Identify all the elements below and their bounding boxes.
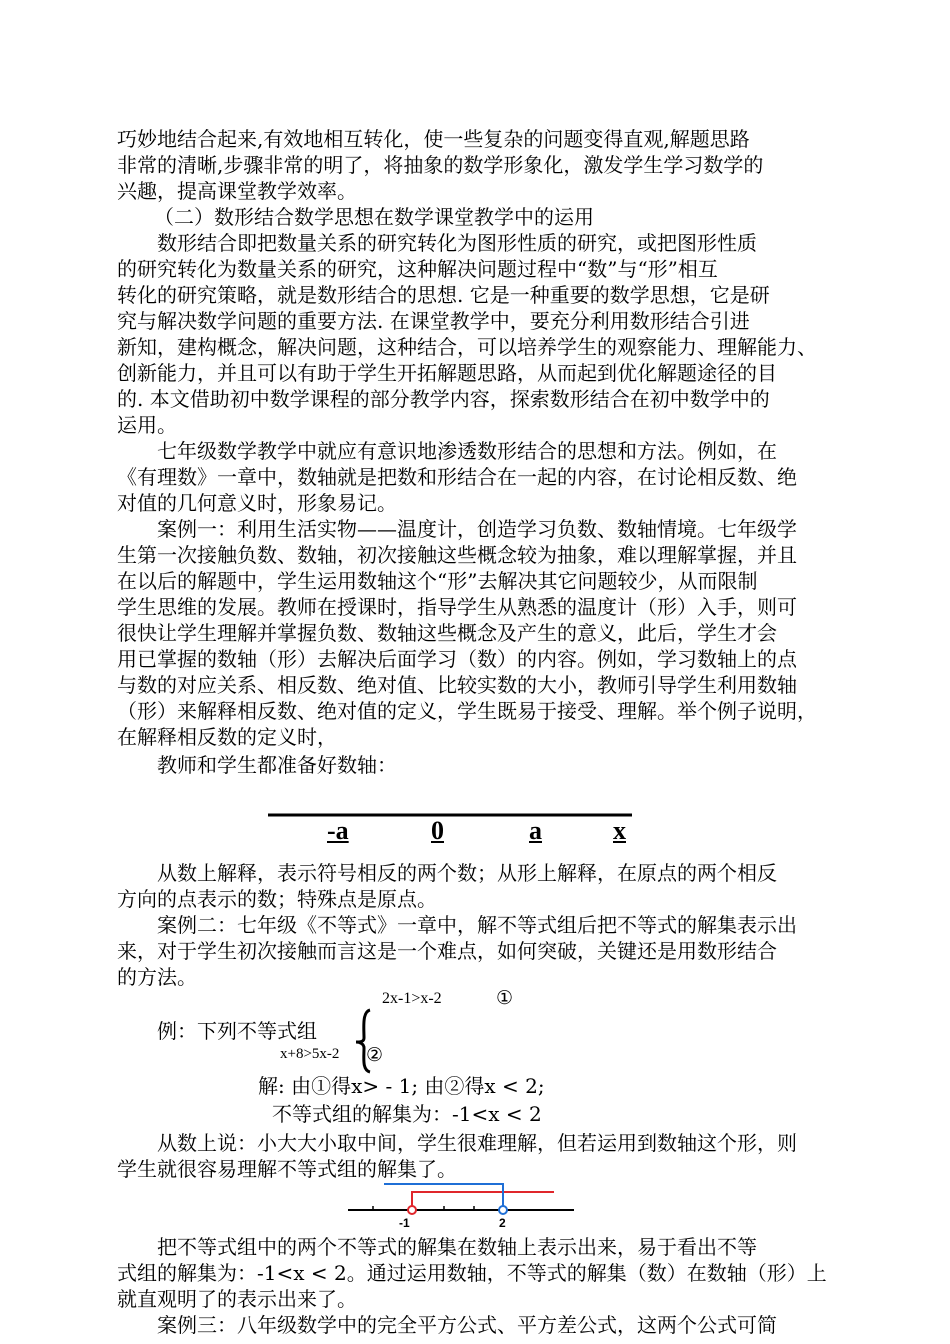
circled-one: ①	[496, 988, 514, 1009]
text-line: 的. 本文借助初中数学课程的部分教学内容，探索数形结合在初中数学中的	[117, 387, 770, 411]
inequality-2: x+8>5x-2	[280, 1046, 340, 1062]
text-line: 数形结合即把数量关系的研究转化为图形性质的研究，或把图形性质	[157, 231, 757, 255]
text-line: 的方法。	[117, 965, 197, 989]
text-line: 来，对于学生初次接触而言这是一个难点，如何突破，关键还是用数形结合	[117, 939, 777, 963]
text-line: 在以后的解题中，学生运用数轴这个“形”去解决其它问题较少，从而限制	[117, 569, 758, 593]
text-line: 案例二：七年级《不等式》一章中，解不等式组后把不等式的解集表示出	[157, 913, 797, 937]
text-line: 式组的解集为：-1<x < 2。通过运用数轴，不等式的解集（数）在数轴（形）上	[117, 1261, 827, 1285]
section-heading: （二）数形结合数学思想在数学课堂教学中的运用	[154, 205, 594, 229]
number-line-1	[260, 805, 640, 825]
tick-label-minus-one: -1	[399, 1216, 410, 1230]
text-line: 学生思维的发展。教师在授课时，指导学生从熟悉的温度计（形）入手，则可	[117, 595, 797, 619]
text-line: （形）来解释相反数、绝对值的定义，学生既易于接受、理解。举个例子说明，	[117, 699, 817, 723]
text-line: 把不等式组中的两个不等式的解集在数轴上表示出来，易于看出不等	[157, 1235, 757, 1259]
number-line-2	[338, 1182, 578, 1218]
text-line: 学生就很容易理解不等式组的解集了。	[117, 1157, 457, 1181]
text-line: 《有理数》一章中，数轴就是把数和形结合在一起的内容，在讨论相反数、绝	[117, 465, 797, 489]
solution-line: 解: 由①得x> - 1; 由②得x < 2;	[258, 1074, 545, 1098]
axis-label-origin: 0	[431, 816, 444, 845]
text-line: 对值的几何意义时，形象易记。	[117, 491, 397, 515]
text-line: 从数上说：小大大小取中间，学生很难理解，但若运用到数轴这个形，则	[157, 1131, 797, 1155]
inequality-1: 2x-1>x-2	[382, 990, 442, 1007]
text-line: 的研究转化为数量关系的研究，这种解决问题过程中“数”与“形”相互	[117, 257, 718, 281]
text-line: 很快让学生理解并掌握负数、数轴这些概念及产生的意义，此后，学生才会	[117, 621, 777, 645]
text-line: 运用。	[117, 413, 177, 437]
text-line: 用已掌握的数轴（形）去解决后面学习（数）的内容。例如，学习数轴上的点	[117, 647, 797, 671]
circled-two: ②	[366, 1045, 384, 1066]
axis-label-neg-a: -a	[327, 816, 349, 845]
example-intro: 例：下列不等式组	[157, 1019, 317, 1043]
text-line: 创新能力，并且可以有助于学生开拓解题思路，从而起到优化解题途径的目	[117, 361, 777, 385]
text-line: 究与解决数学问题的重要方法. 在课堂教学中，要充分利用数形结合引进	[117, 309, 750, 333]
text-line: 转化的研究策略，就是数形结合的思想. 它是一种重要的数学思想，它是研	[117, 283, 770, 307]
solution-set-line: 不等式组的解集为：-1<x < 2	[272, 1102, 542, 1126]
text-line: 教师和学生都准备好数轴：	[157, 753, 397, 777]
text-line: 案例三：八年级数学中的完全平方公式、平方差公式，这两个公式可简	[157, 1313, 777, 1337]
text-line: 案例一：利用生活实物——温度计，创造学习负数、数轴情境。七年级学	[157, 517, 797, 541]
text-line: 与数的对应关系、相反数、绝对值、比较实数的大小，教师引导学生利用数轴	[117, 673, 797, 697]
axis-label-a: a	[529, 816, 542, 845]
text-line: 七年级数学教学中就应有意识地渗透数形结合的思想和方法。例如，在	[157, 439, 777, 463]
text-line: 兴趣，提高课堂教学效率。	[117, 179, 357, 203]
axis-label-x: x	[613, 816, 626, 845]
text-line: 巧妙地结合起来,有效地相互转化，使一些复杂的问题变得直观,解题思路	[117, 127, 750, 151]
text-line: 方向的点表示的数；特殊点是原点。	[117, 887, 437, 911]
text-line: 从数上解释，表示符号相反的两个数；从形上解释，在原点的两个相反	[157, 861, 777, 885]
text-line: 生第一次接触负数、数轴，初次接触这些概念较为抽象，难以理解掌握，并且	[117, 543, 797, 567]
text-line: 非常的清晰,步骤非常的明了，将抽象的数学形象化，激发学生学习数学的	[117, 153, 764, 177]
text-line: 在解释相反数的定义时，	[117, 725, 337, 749]
tick-label-two: 2	[499, 1216, 506, 1230]
text-line: 新知，建构概念，解决问题，这种结合，可以培养学生的观察能力、理解能力、	[117, 335, 817, 359]
text-line: 就直观明了的表示出来了。	[117, 1287, 357, 1311]
